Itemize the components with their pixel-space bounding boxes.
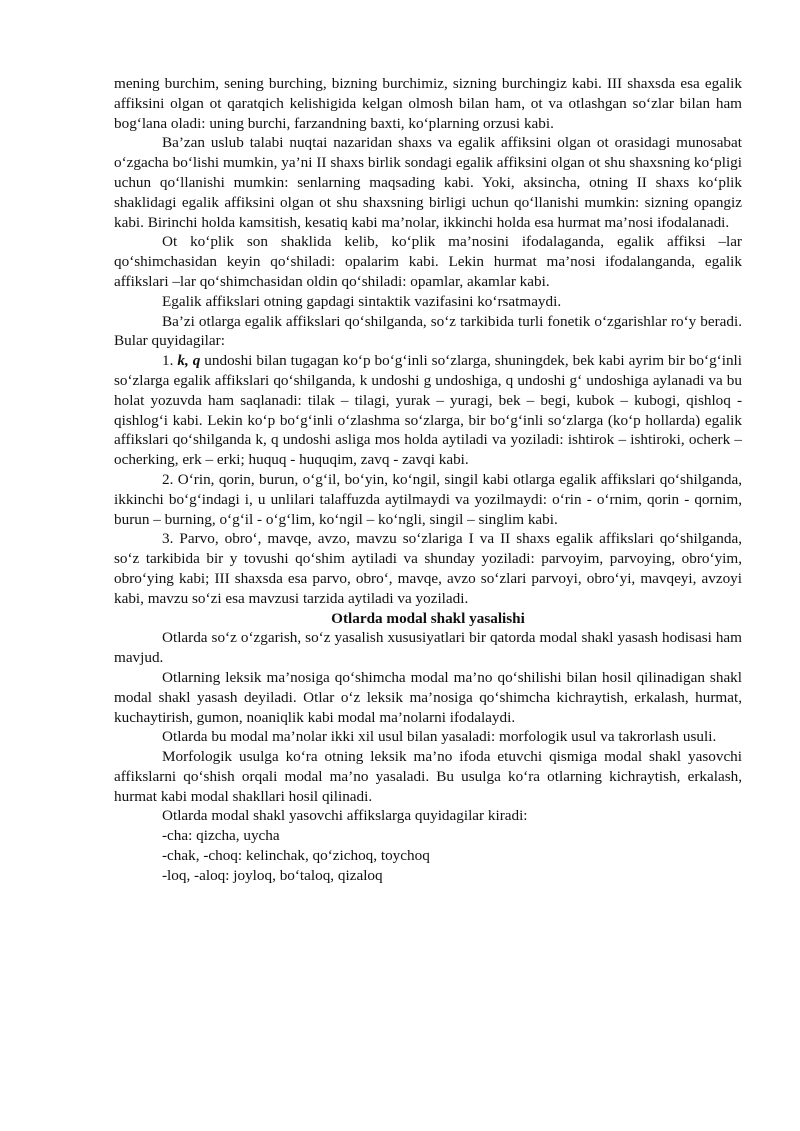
- rule-item-1-letters: k, q: [177, 352, 201, 370]
- rule-item-1-number: 1.: [162, 352, 178, 370]
- paragraph-morphological-method: Morfologik usulga ko‘ra otning leksik ma’no ifoda etuvchi qismiga modal shakl yasovchi affikslarni qo‘shish orqali modal ma’no yasaladi. Bu usulga ko‘ra otlarning kichraytish, erkalash, hurmat kabi modal shakllari hosil qilinadi.: [114, 748, 742, 805]
- document-page: [114, 74, 742, 886]
- paragraph-plural-form: Ot ko‘plik son shaklida kelib, ko‘plik ma’nosini ifodalaganda, egalik affiksi –lar qo‘shimchasidan keyin qo‘shiladi: opalarim kabi. Lekin hurmat ma’nosi ifodalanganda, egalik affikslari –lar qo‘shimchasidan oldin qo‘shiladi: opamlar, akamlar kabi.: [114, 233, 742, 290]
- affix-list-item: -chak, -choq: kelinchak, qo‘zichoq, toychoq: [162, 847, 430, 865]
- affix-list-item: -loq, -aloq: joyloq, bo‘taloq, qizaloq: [162, 866, 383, 884]
- paragraph-syntactic-function: Egalik affikslari otning gapdagi sintaktik vazifasini ko‘rsatmaydi.: [162, 292, 562, 310]
- section-heading: Otlarda modal shakl yasalishi: [331, 609, 525, 627]
- paragraph-modal-methods: Otlarda bu modal ma’nolar ikki xil usul bilan yasaladi: morfologik usul va takrorlash usuli.: [162, 728, 717, 746]
- paragraph-modal-intro: Otlarda so‘z o‘zgarish, so‘z yasalish xususiyatlari bir qatorda modal shakl yasash hodisasi ham mavjud.: [114, 629, 742, 667]
- affix-list-intro: Otlarda modal shakl yasovchi affikslarga quyidagilar kiradi:: [162, 807, 528, 825]
- rule-item-2: 2. O‘rin, qorin, burun, o‘g‘il, bo‘yin, ko‘ngil, singil kabi otlarga egalik affikslari qo‘shilganda, ikkinchi bo‘g‘indagi i, u unlilari talaffuzda aytilmaydi va yozilmaydi: o‘rin - o‘rnim, qorin - qornim, burun – burning, o‘g‘il - o‘g‘lim, ko‘ngil – ko‘ngli, singil – singlim kabi.: [114, 470, 742, 528]
- paragraph-style-requirement: Ba’zan uslub talabi nuqtai nazaridan shaxs va egalik affiksini olgan ot orasidagi munosabat o‘zgacha bo‘lishi mumkin, ya’ni II shaxs birlik sondagi egalik affiksini olgan ot shu shaxsning ko‘pligi uchun qo‘llanishi mumkin: senlarning maqsading kabi. Yoki, aksincha, otning II shaxs ko‘plik shaklidagi egalik affiksini olgan ot shu shaxsning birligi uchun qo‘llanishi mumkin: sizning opangiz kabi. Birinchi holda kamsitish, kesatiq kabi ma’nolar, ikkinchi holda esa hurmat ma’nosi ifodalanadi.: [114, 134, 742, 231]
- rule-item-1-text: undoshi bilan tugagan ko‘p bo‘g‘inli so‘zlarga, shuningdek, bek kabi ayrim bir bo‘g‘inli so‘zlarga egalik affikslari qo‘shilganda, k undoshi g undoshiga, q undoshi g‘ undoshiga aylanadi va bu holat yozuvda ham saqlanadi: tilak – tilagi, yurak – yuragi, bek – begi, kubok – kubogi, qishloq - qishlog‘i kabi. Lekin ko‘p bo‘g‘inli o‘zlashma so‘zlarga, bir bo‘g‘inli so‘zlarga (ko‘p hollarda) egalik affikslari qo‘shilganda k, q undoshi asliga mos holda aytiladi va yoziladi: ishtirok – ishtiroki, ocherk – ocherking, erk – erki; huquq - huquqim, zavq - zavqi kabi.: [114, 352, 742, 469]
- rule-item-1: [114, 351, 742, 470]
- paragraph-possessive-third-person: mening burchim, sening burching, bizning burchimiz, sizning burchingiz kabi. III shaxsda esa egalik affiksini olgan ot qaratqich kelishigida kelgan olmosh bilan ham, ot va otlashgan so‘zlar bilan ham bog‘lana oladi: uning burchi, farzandning baxti, ko‘plarning orzusi kabi.: [114, 75, 742, 132]
- paragraph-modal-definition: Otlarning leksik ma’nosiga qo‘shimcha modal ma’no qo‘shilishi bilan hosil qilinadigan shakl modal shakl yasash deyiladi. Otlar o‘z leksik ma’nosiga qo‘shimcha kichraytish, erkalash, hurmat, kuchaytirish, gumon, noaniqlik kabi modal ma’nolarni ifodalaydi.: [114, 668, 742, 726]
- paragraph-phonetic-changes: Ba’zi otlarga egalik affikslari qo‘shilganda, so‘z tarkibida turli fonetik o‘zgarishlar ro‘y beradi. Bular quyidagilar:: [114, 312, 742, 350]
- affix-list-item: -cha: qizcha, uycha: [162, 827, 280, 845]
- rule-item-3: 3. Parvo, obro‘, mavqe, avzo, mavzu so‘zlariga I va II shaxs egalik affikslari qo‘shilganda, so‘z tarkibida bir y tovushi qo‘shim aytiladi va shunday yoziladi: parvoyim, parvoying, obro‘yim, obro‘ying kabi; III shaxsda esa parvo, obro‘, mavqe, avzo so‘zlari parvoyi, obro‘yi, mavqeyi, avzoyi kabi, mavzu so‘zi esa mavzusi tarzida aytiladi va yoziladi.: [114, 530, 742, 607]
